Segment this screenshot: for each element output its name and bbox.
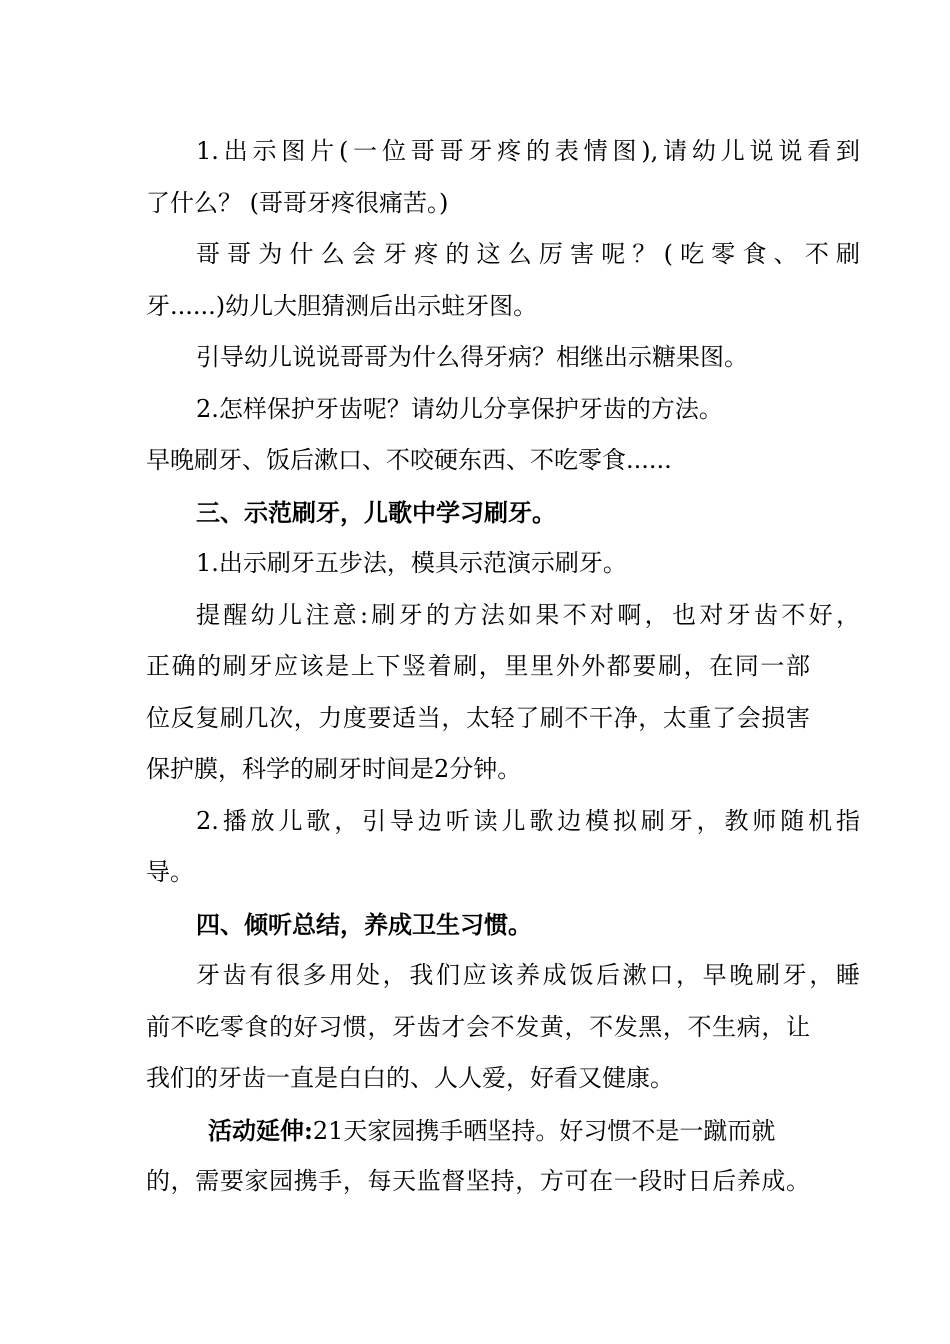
document-body <box>146 126 860 1208</box>
paragraph-line: 牙......)幼儿大胆猜测后出示蛀牙图。 <box>146 291 538 320</box>
paragraph-line: 哥哥为什么会牙疼的这么厉害呢？(吃零食、不刷 <box>196 240 860 268</box>
extension-text: 21天家园携手晒坚持。好习惯不是一蹴而就 <box>312 1116 776 1145</box>
paragraph-line: 的，需要家园携手，每天监督坚持，方可在一段时日后养成。 <box>146 1167 810 1195</box>
paragraph-line: 位反复刷几次，力度要适当，太轻了刷不干净，太重了会损害 <box>146 703 810 732</box>
extension-label: 活动延伸: <box>208 1115 313 1145</box>
paragraph-line: 了什么？ (哥哥牙疼很痛苦。) <box>146 188 449 217</box>
paragraph-line: 保护膜，科学的刷牙时间是2分钟。 <box>146 755 522 783</box>
paragraph-line: 2.播放儿歌，引导边听读儿歌边模拟刷牙，教师随机指 <box>196 806 860 835</box>
paragraph-line: 引导幼儿说说哥哥为什么得牙病？相继出示糖果图。 <box>196 343 748 371</box>
section-heading: 四、倾听总结，养成卫生习惯。 <box>196 909 532 939</box>
paragraph-line: 1.出示刷牙五步法，模具示范演示刷牙。 <box>196 549 627 577</box>
paragraph-line: 牙齿有很多用处，我们应该养成饭后漱口，早晚刷牙，睡 <box>196 961 860 989</box>
paragraph-line: 我们的牙齿一直是白白的、人人爱，好看又健康。 <box>146 1064 674 1092</box>
paragraph-line: 正确的刷牙应该是上下竖着刷，里里外外都要刷，在同一部 <box>146 652 810 680</box>
paragraph-line: 早晚刷牙、饭后漱口、不咬硬东西、不吃零食...... <box>146 446 672 474</box>
paragraph-line: 前不吃零食的好习惯，牙齿才会不发黄，不发黑，不生病，让 <box>146 1012 810 1041</box>
paragraph-line: 2.怎样保护牙齿呢？请幼儿分享保护牙齿的方法。 <box>196 394 723 423</box>
section-heading: 三、示范刷牙，儿歌中学习刷牙。 <box>196 497 556 527</box>
paragraph-line: 导。 <box>146 858 194 886</box>
extension-line <box>146 1105 810 1157</box>
paragraph-line: 1.出示图片(一位哥哥牙疼的表情图),请幼儿说说看到 <box>196 137 860 165</box>
paragraph-line: 提醒幼儿注意:刷牙的方法如果不对啊，也对牙齿不好， <box>196 600 860 629</box>
